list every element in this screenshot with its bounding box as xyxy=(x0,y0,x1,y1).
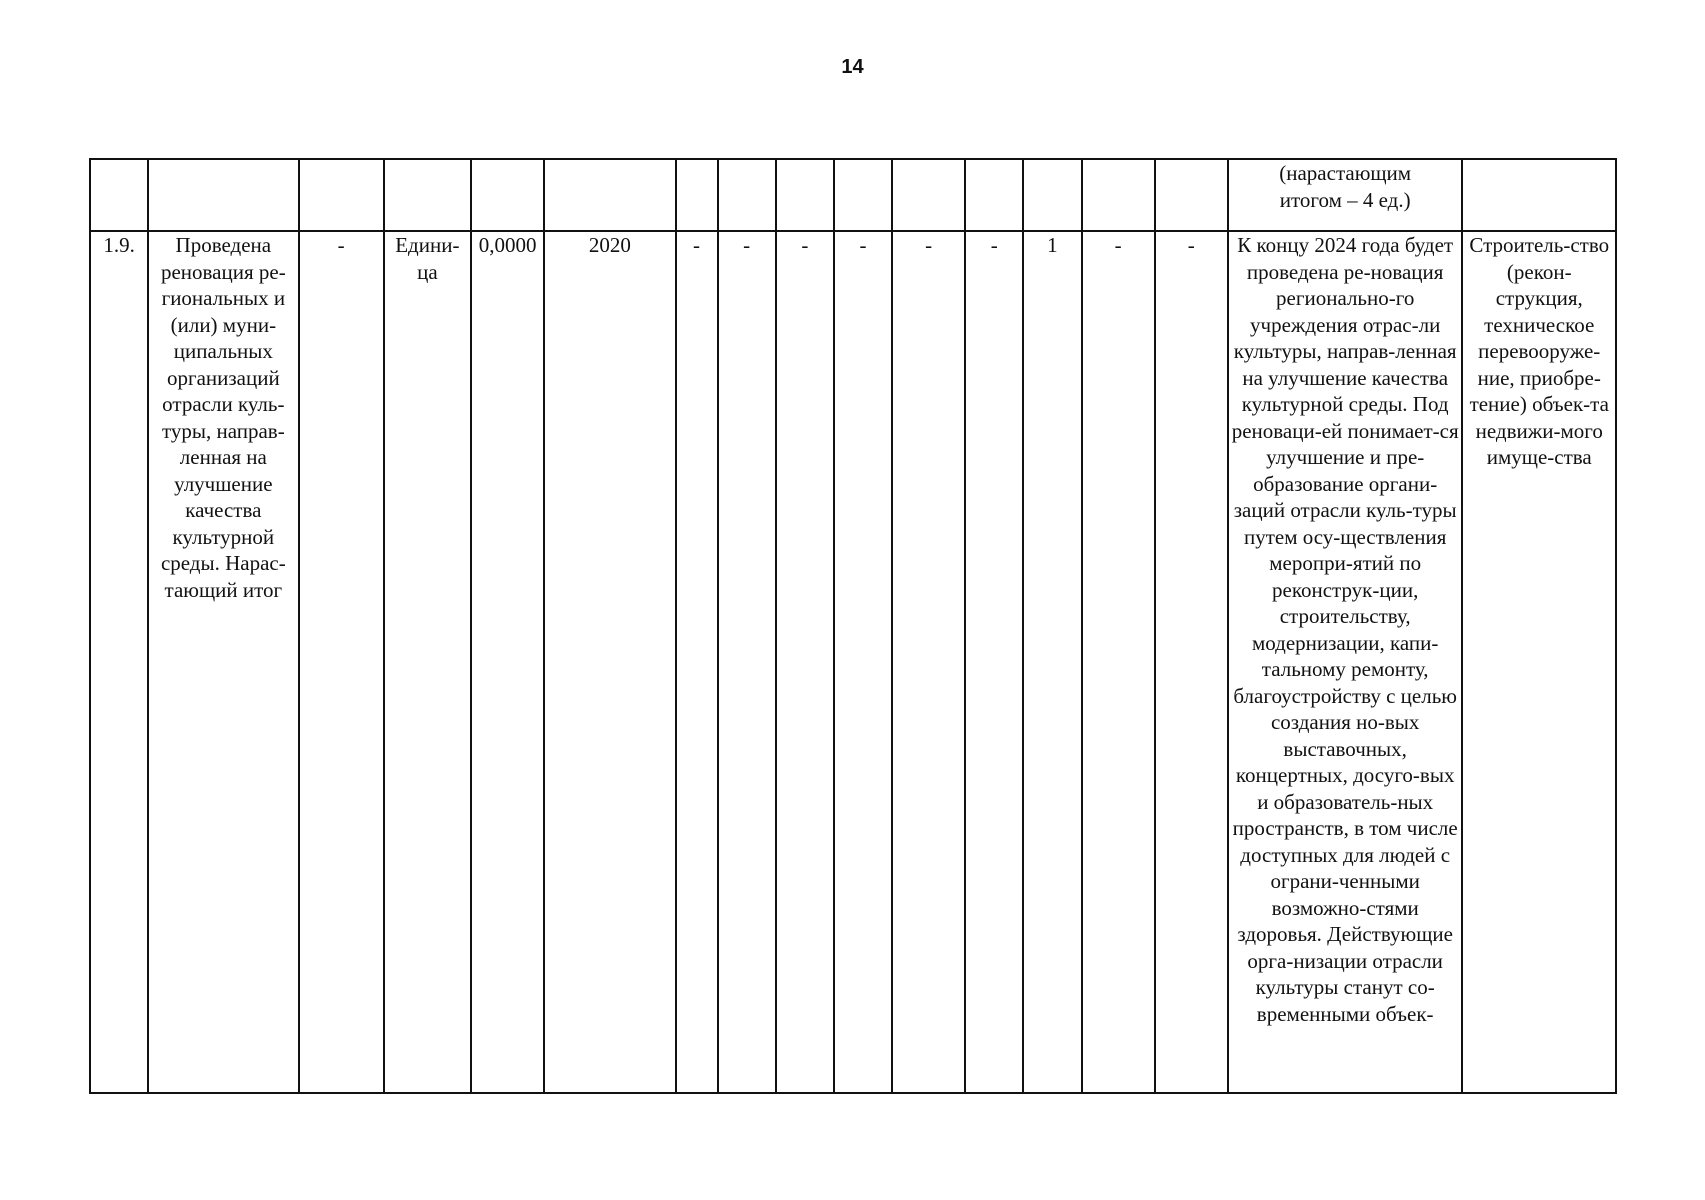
continuation-row xyxy=(90,159,1616,231)
indicator-code-cell: - xyxy=(299,231,384,1093)
indicator-name-cell: Проведена реновация ре-гиональных и (или) муни-ципальных организаций отрасли куль-туры, направ-ленная на улучшение качества культурной среды. Нарас-тающий итог xyxy=(148,231,298,1093)
row-number-cell: 1.9. xyxy=(90,231,148,1093)
value-cell: - xyxy=(1155,231,1228,1093)
unit-cell: Едини-ца xyxy=(384,231,471,1093)
base-year-cell: 2020 xyxy=(544,231,675,1093)
base-value-cell: 0,0000 xyxy=(471,231,544,1093)
description-cell: К концу 2024 года будет проведена ре-новация регионально-го учреждения отрас-ли культуры, направ-ленная на улучшение качества культурной среды. Под реноваци-ей понимает-ся улучшение и пре-образование органи-заций отрасли куль-туры путем осу-ществления меропри-ятий по реконструк-ции, строительству, модернизации, капи-тальному ремонту, благоустройству с целью создания но-вых выставочных, концертных, досуго-вых и образователь-ных пространств, в том числе доступных для людей с ограни-ченными возможно-стями здоровья. Действующие орга-низации отрасли культуры станут со-временными объек- xyxy=(1228,231,1463,1093)
value-cell: - xyxy=(965,231,1023,1093)
value-cell: - xyxy=(718,231,776,1093)
value-cell: - xyxy=(676,231,718,1093)
value-cell: - xyxy=(1082,231,1155,1093)
table-row xyxy=(90,231,1616,1093)
value-cell: - xyxy=(892,231,965,1093)
indicators-table xyxy=(89,158,1617,1094)
value-cell: - xyxy=(776,231,834,1093)
type-cell: Строитель-ство (рекон-струкция, техническое перевооруже-ние, приобре-тение) объек-та недвижи-мого имуще-ства xyxy=(1462,231,1616,1093)
continuation-result-cell: (нарастающим итогом – 4 ед.) xyxy=(1228,159,1463,231)
value-cell: - xyxy=(834,231,892,1093)
value-cell: 1 xyxy=(1023,231,1081,1093)
page-number: 14 xyxy=(841,56,864,78)
